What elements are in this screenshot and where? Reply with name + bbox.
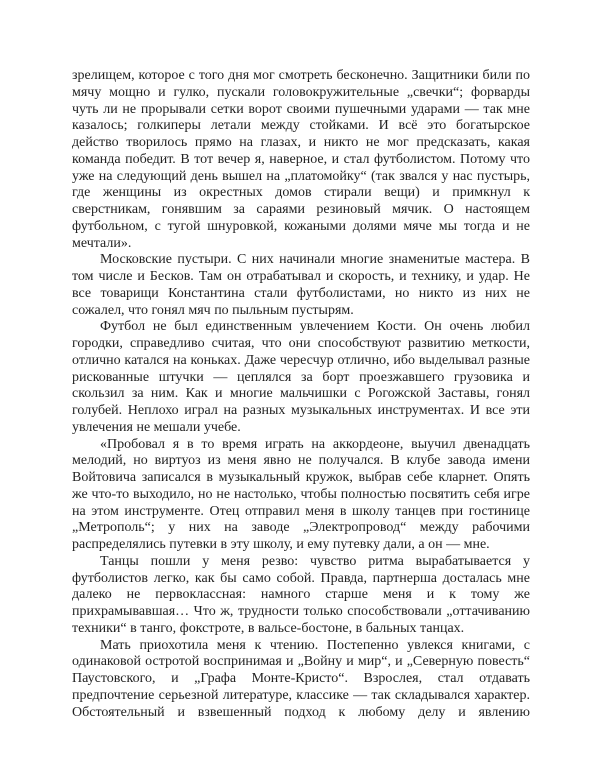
text-line: увлечения не мешали учебе. bbox=[72, 419, 241, 435]
text-line: городки, справедливо считая, что они способствуют развитию меткости, bbox=[72, 336, 530, 351]
text-line: одинаковой остротой воспринимая и „Войну и мир“, и „Северную повесть“ bbox=[72, 654, 530, 670]
text-line: мелодий, но виртуоз из меня явно не получался. В клубе завода имени bbox=[72, 453, 530, 469]
text-line: голубей. Неплохо играл на разных музыкальных инструментах. И все эти bbox=[72, 403, 530, 418]
text-line: скользил за ним. Как и многие мальчишки с Рогожской Заставы, гонял bbox=[72, 386, 530, 402]
text-line: сверстникам, гонявшим за сараями резиновый мячик. О настоящем bbox=[72, 202, 530, 217]
text-line: чуть ли не прорывали сетки ворот своими пушечными ударами — так мне bbox=[72, 101, 530, 117]
text-line: мечтали». bbox=[72, 235, 132, 251]
text-line: команда победит. В тот вечер я, наверное, и стал футболистом. Потому что bbox=[72, 151, 530, 167]
text-line: на этом инструменте. Отец отправил меня в школу танцев при гостинице bbox=[72, 503, 530, 519]
text-line: том числе и Бесков. Там он отрабатывал и скорость, и технику, и удар. Не bbox=[72, 269, 530, 284]
text-line: уже на следующий день вышел на „платомойку“ (так звался у нас пустырь, bbox=[72, 168, 530, 184]
paragraph bbox=[72, 554, 530, 638]
document-page bbox=[72, 68, 530, 721]
paragraph bbox=[72, 252, 530, 319]
paragraph bbox=[72, 638, 530, 722]
text-line: футболистов легко, как бы само собой. Правда, партнерша досталась мне bbox=[72, 570, 530, 586]
text-line: прихрамывавшая… Что ж, трудности только способствовали „оттачиванию bbox=[72, 604, 530, 619]
text-line: зрелищем, которое с того дня мог смотреть бесконечно. Защитники били по bbox=[72, 68, 530, 83]
text-line: Обстоятельный и взвешенный подход к любому делу и явлению bbox=[72, 704, 530, 720]
text-line: «Пробовал я в то время играть на аккордеоне, выучил двенадцать bbox=[100, 436, 530, 452]
text-line: техники“ в танго, фокстроте, в вальсе-бостоне, в бальных танцах. bbox=[72, 620, 465, 636]
text-line: казалось; голкиперы летали между стойками. И всё это богатырское bbox=[72, 118, 530, 134]
text-line: Футбол не был единственным увлечением Кости. Он очень любил bbox=[100, 319, 530, 335]
text-line: рискованные штучки — цеплялся за борт проезжавшего грузовика и bbox=[72, 369, 530, 385]
text-line: Паустовского, и „Графа Монте-Кристо“. Взрослея, стал отдавать bbox=[72, 671, 530, 686]
text-line: предпочтение серьезной литературе, классике — так складывался характер. bbox=[72, 687, 530, 703]
text-line: Московские пустыри. С них начинали многие знаменитые мастера. В bbox=[100, 252, 530, 268]
text-line: Мать приохотила меня к чтению. Постепенно увлекся книгами, с bbox=[100, 637, 530, 653]
text-line: мячу мощно и гулко, пускали головокружительные „свечки“; форварды bbox=[72, 84, 530, 100]
paragraph bbox=[72, 319, 530, 436]
paragraph bbox=[72, 68, 530, 252]
text-line: сожалел, что гонял мяч по пыльным пустырям. bbox=[72, 302, 354, 318]
paragraph bbox=[72, 437, 530, 554]
text-line: где женщины из окрестных домов стирали вещи) и примкнул к bbox=[72, 185, 530, 201]
text-line: далеко не первоклассная: намного старше меня и к тому же bbox=[72, 587, 530, 603]
text-line: Войтовича записался в музыкальный кружок, выбрав себе кларнет. Опять bbox=[72, 470, 530, 485]
text-line: Танцы пошли у меня резво: чувство ритма вырабатывается у bbox=[100, 553, 530, 569]
text-line: отлично катался на коньках. Даже чересчур отлично, ибо выделывал разные bbox=[72, 352, 530, 368]
text-line: „Метрополь“; у них на заводе „Электропровод“ между рабочими bbox=[72, 520, 530, 536]
text-line: действо творилось прямо на глазах, и никто не мог предсказать, какая bbox=[72, 135, 530, 150]
text-line: распределялись путевки в эту школу, и ему путевку дали, а он — мне. bbox=[72, 537, 490, 552]
text-line: же что-то выходило, но не настолько, чтобы полностью посвятить себя игре bbox=[72, 486, 530, 502]
text-line: футбольном, с тугой шнуровкой, кожаными долями мяче мы тогда и не bbox=[72, 218, 530, 234]
text-line: все товарищи Константина стали футболистами, но никто из них не bbox=[72, 285, 530, 301]
